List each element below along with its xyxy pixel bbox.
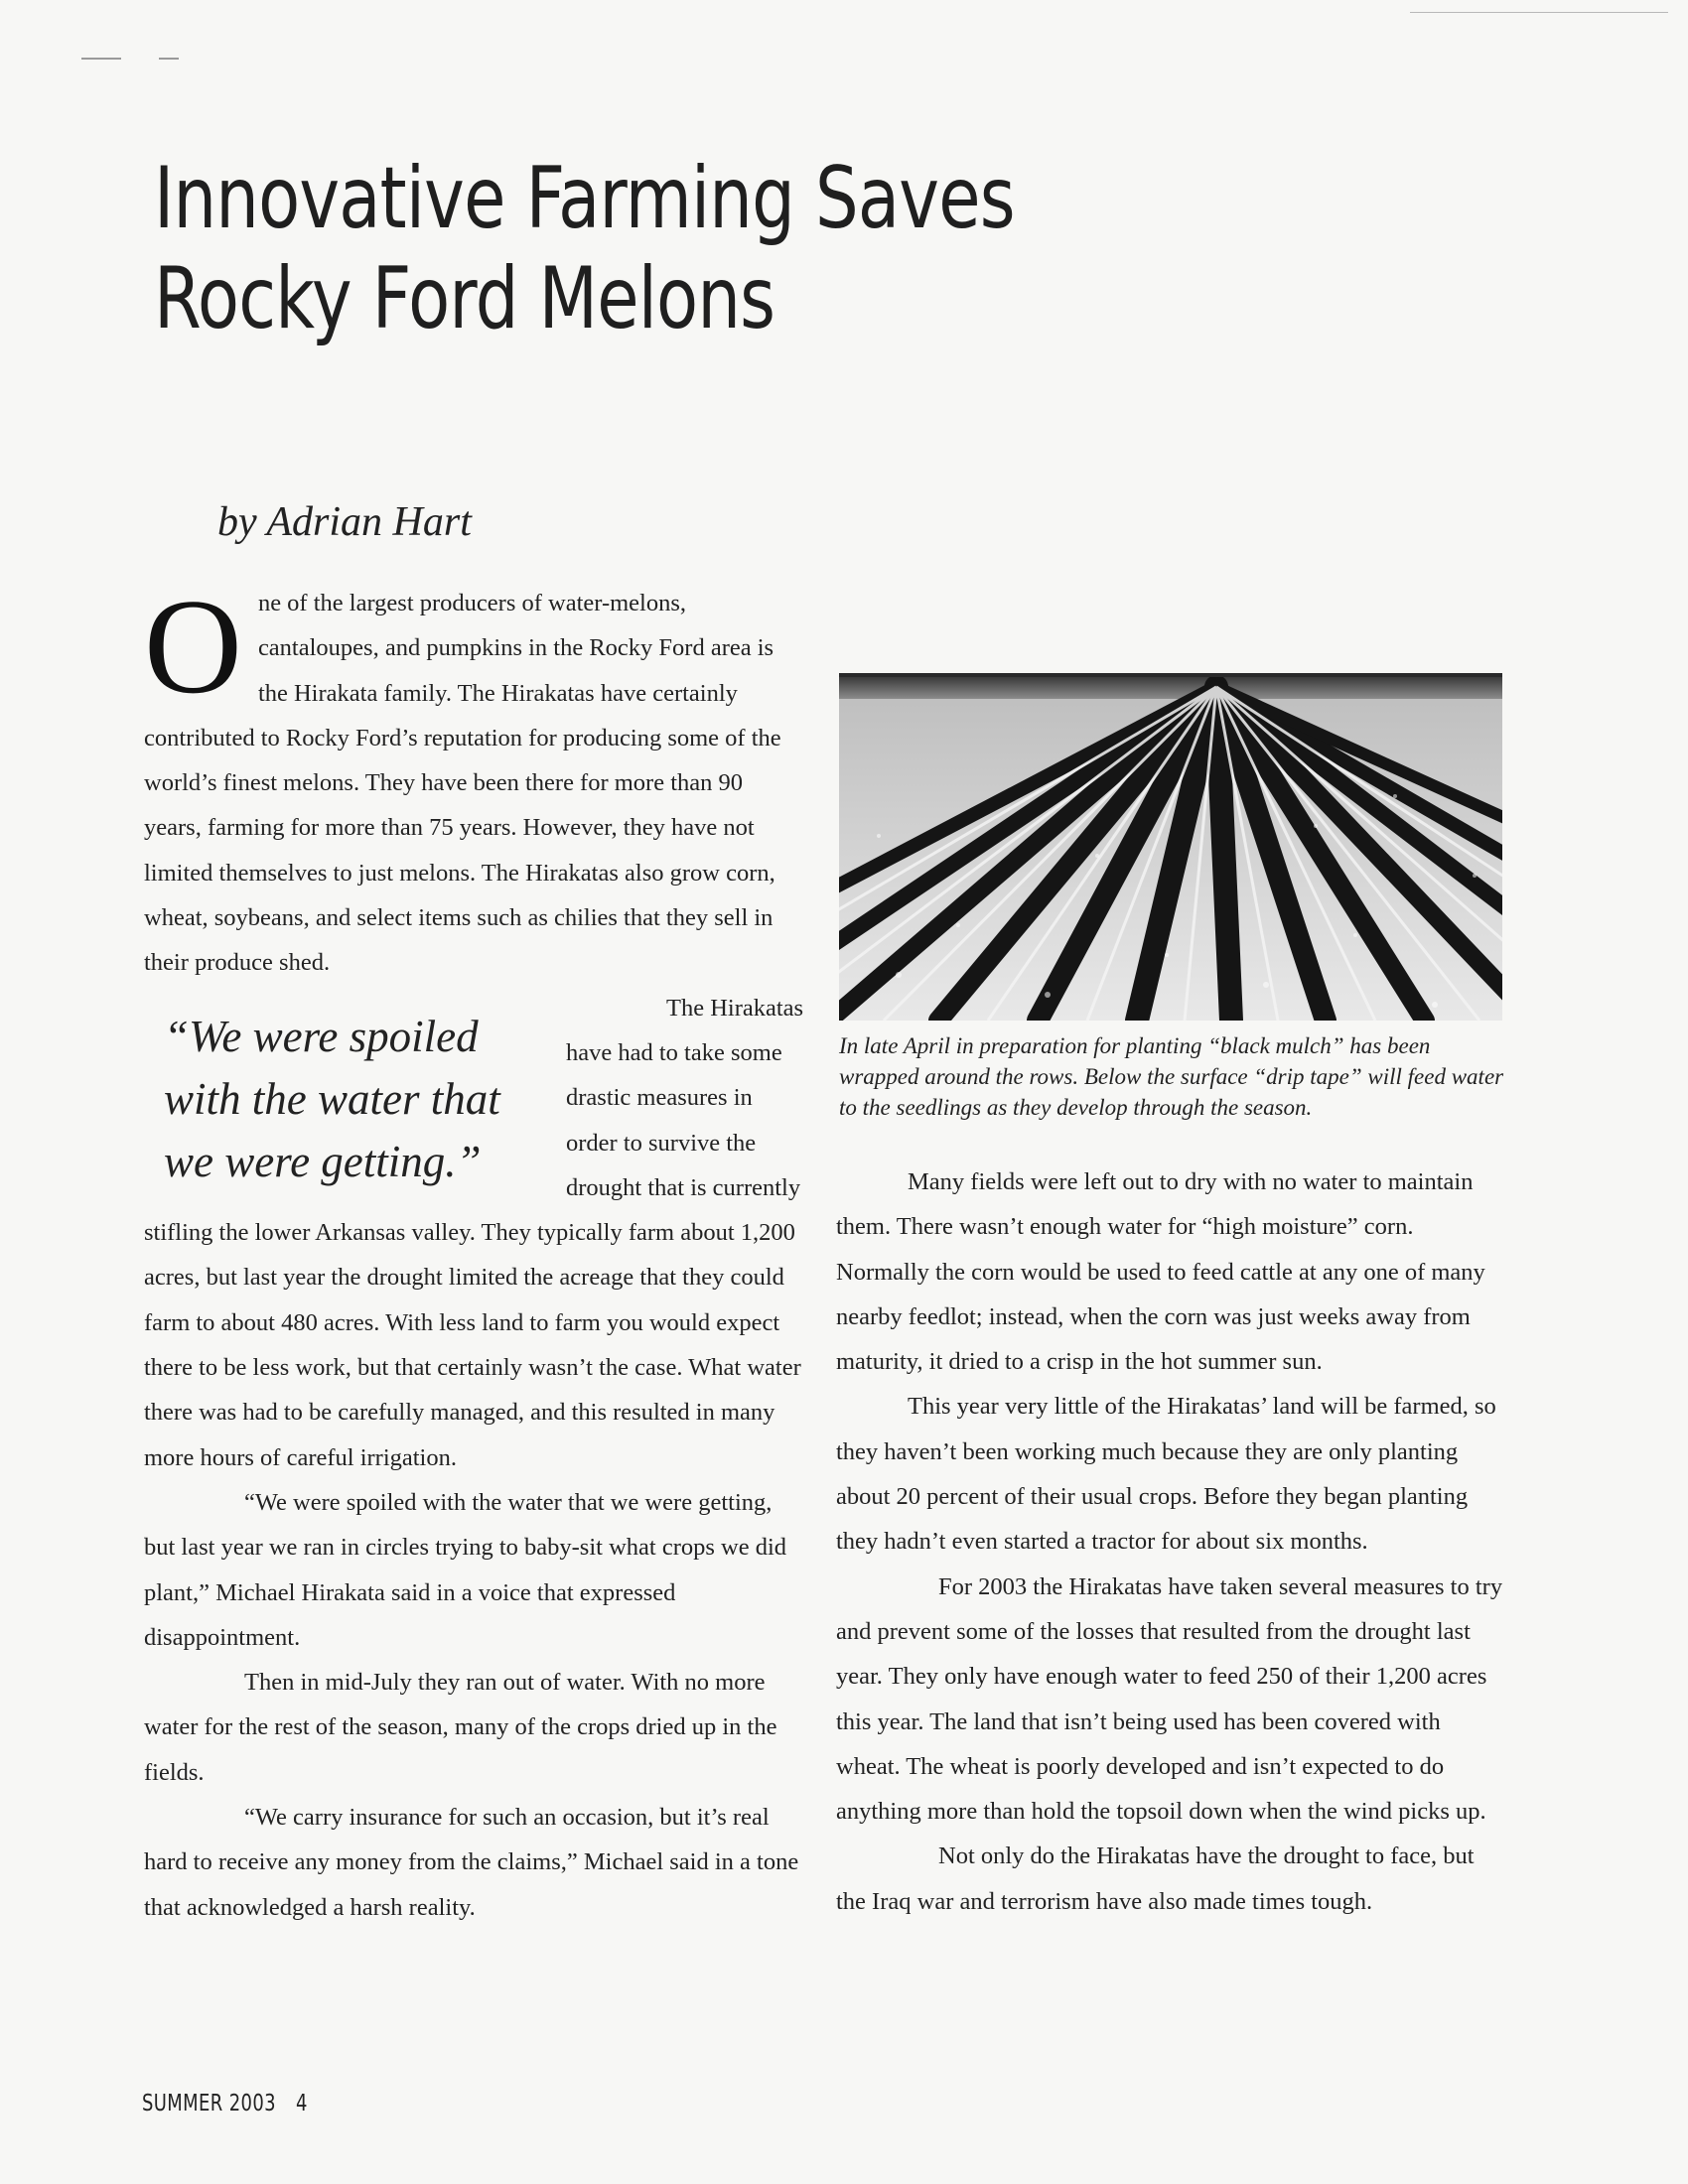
drop-cap: O xyxy=(144,571,242,722)
body-paragraph: The Hirakatas have had to take some drastic measures in order to survive the drought that is currently stifling the lower Arkansas valley. They typically farm about 1,200 acres, but last year the drought limited the acreage that they could farm to about 480 acres. With less land to farm you would expect there to be less work, but that certainly wasn’t the case. What water there was had to be carefully managed, and this resulted in many more hours of careful irrigation. xyxy=(144,994,804,1471)
scan-mark xyxy=(1410,12,1668,13)
page-footer xyxy=(142,2091,308,2116)
body-paragraph: Not only do the Hirakatas have the drought to face, but the Iraq war and terrorism have also made times tough. xyxy=(836,1843,1475,1915)
pull-quote-line-3: we were getting.” xyxy=(164,1136,482,1186)
body-paragraph: For 2003 the Hirakatas have taken several measures to try and prevent some of the losses that resulted from the drought last year. They only have enough water to feed 250 of their 1,200 acres this year. The land that isn’t being used has been covered with wheat. The wheat is poorly developed and isn’t expected to do anything more than hold the topsoil down when the wind picks up. xyxy=(836,1572,1503,1826)
pull-quote xyxy=(144,988,566,1210)
lead-text: ne of the largest producers of water-melons, cantaloupes, and pumpkins in the Rocky Ford area is the Hirakata family. The Hirakatas have certainly contributed to Rocky Ford’s reputation for producing some of the world’s finest melons. They have been there for more than 90 years, farming for more than 75 years. However, they have not limited themselves to just melons. The Hirakatas also grow corn, wheat, soybeans, and select items such as chilies that they sell in their produce shed. xyxy=(144,590,781,977)
byline: by Adrian Hart xyxy=(217,499,472,545)
pull-quote-line-1: “We were spoiled xyxy=(164,1011,479,1061)
photo-caption: In late April in preparation for planting “black mulch” has been wrapped around the rows. Below the surface “drip tape” will feed water to the seedlings as they develop through the season. xyxy=(839,1033,1504,1120)
lead-paragraph xyxy=(144,571,804,986)
article-title xyxy=(154,149,1107,348)
scan-mark xyxy=(159,58,179,60)
scan-mark xyxy=(81,58,121,60)
field-rows-photo xyxy=(839,673,1502,1021)
page-number: 4 xyxy=(296,2091,308,2116)
issue-label: SUMMER 2003 xyxy=(142,2091,276,2116)
right-column xyxy=(836,1160,1506,1924)
body-paragraph: This year very little of the Hirakatas’ land will be farmed, so they haven’t been working much because they are only planting about 20 percent of their usual crops. Before they began planting they hadn’t even started a tractor for about six months. xyxy=(836,1393,1496,1556)
body-paragraph: “We were spoiled with the water that we were getting, but last year we ran in circles trying to baby-sit what crops we did plant,” Michael Hirakata said in a voice that expressed disappointment. xyxy=(144,1488,787,1651)
title-line-2: Rocky Ford Melons xyxy=(154,248,775,348)
title-line-1: Innovative Farming Saves xyxy=(154,149,1015,248)
body-paragraph: “We carry insurance for such an occasion, but it’s real hard to receive any money from the claims,” Michael said in a tone that acknowledged a harsh reality. xyxy=(144,1804,799,1921)
pull-quote-line-2: with the water that xyxy=(164,1073,500,1124)
body-paragraph: Many fields were left out to dry with no water to maintain them. There wasn’t enough water for “high moisture” corn. Normally the corn would be used to feed cattle at any one of many nearby feedlot; instead, when the corn was just weeks away from maturity, it dried to a crisp in the hot summer sun. xyxy=(836,1168,1485,1376)
left-column xyxy=(144,571,804,1930)
field-rows-illustration xyxy=(839,677,1502,1021)
body-paragraph: Then in mid-July they ran out of water. With no more water for the rest of the season, many of the crops dried up in the fields. xyxy=(144,1669,777,1786)
